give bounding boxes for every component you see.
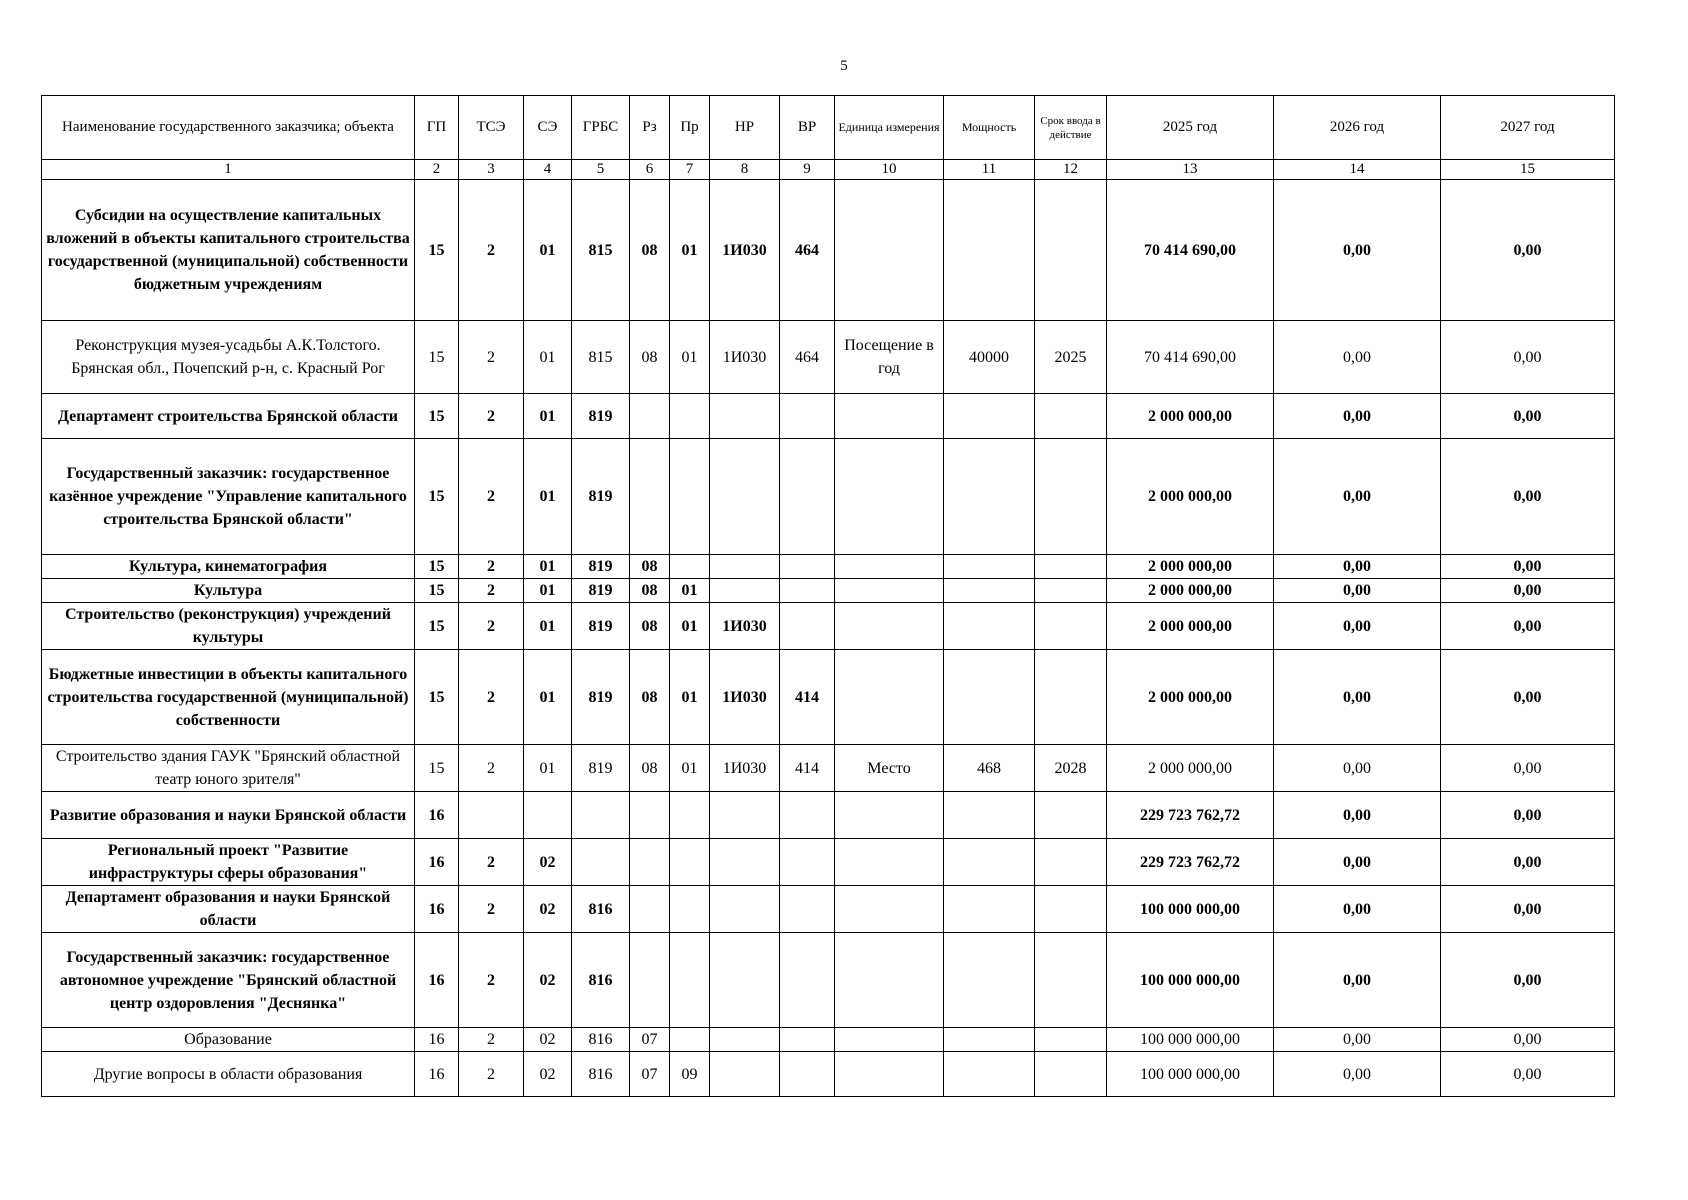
cell-name: Культура [42, 579, 415, 603]
cell-unit [835, 933, 944, 1028]
column-number: 13 [1107, 160, 1274, 180]
cell-2025: 70 414 690,00 [1107, 321, 1274, 394]
cell-rz: 08 [630, 650, 670, 745]
cell-tse: 2 [459, 1052, 524, 1097]
cell-gp: 15 [415, 745, 459, 792]
column-number: 7 [670, 160, 710, 180]
cell-nr [710, 933, 780, 1028]
table-row [42, 933, 1615, 1028]
cell-name: Региональный проект "Развитие инфраструктуры сферы образования" [42, 839, 415, 886]
cell-2026: 0,00 [1274, 603, 1441, 650]
header-nr: НР [710, 96, 780, 160]
column-number: 2 [415, 160, 459, 180]
cell-nr [710, 394, 780, 439]
cell-nr: 1И030 [710, 650, 780, 745]
cell-gp: 16 [415, 933, 459, 1028]
cell-2027: 0,00 [1441, 555, 1615, 579]
cell-term [1035, 886, 1107, 933]
cell-tse: 2 [459, 579, 524, 603]
cell-vr [780, 1028, 835, 1052]
cell-se: 01 [524, 745, 572, 792]
cell-vr [780, 579, 835, 603]
cell-rz [630, 839, 670, 886]
table-row [42, 603, 1615, 650]
cell-gp: 15 [415, 180, 459, 321]
cell-2026: 0,00 [1274, 579, 1441, 603]
cell-nr: 1И030 [710, 180, 780, 321]
cell-2026: 0,00 [1274, 555, 1441, 579]
header-grbs: ГРБС [572, 96, 630, 160]
cell-grbs: 819 [572, 439, 630, 555]
cell-2025: 100 000 000,00 [1107, 933, 1274, 1028]
cell-se [524, 792, 572, 839]
cell-pr [670, 886, 710, 933]
cell-vr [780, 933, 835, 1028]
cell-vr: 464 [780, 180, 835, 321]
cell-unit [835, 555, 944, 579]
cell-pr [670, 839, 710, 886]
cell-2026: 0,00 [1274, 839, 1441, 886]
cell-unit [835, 579, 944, 603]
cell-nr [710, 555, 780, 579]
cell-unit [835, 439, 944, 555]
cell-2025: 70 414 690,00 [1107, 180, 1274, 321]
cell-term [1035, 579, 1107, 603]
cell-capacity [944, 439, 1035, 555]
cell-term [1035, 1052, 1107, 1097]
cell-2026: 0,00 [1274, 321, 1441, 394]
cell-2025: 100 000 000,00 [1107, 1028, 1274, 1052]
cell-tse: 2 [459, 933, 524, 1028]
cell-2025: 229 723 762,72 [1107, 839, 1274, 886]
cell-unit [835, 886, 944, 933]
cell-unit [835, 650, 944, 745]
header-rz: Рз [630, 96, 670, 160]
cell-name: Департамент строительства Брянской области [42, 394, 415, 439]
cell-vr [780, 439, 835, 555]
table-row [42, 439, 1615, 555]
cell-capacity [944, 792, 1035, 839]
cell-tse: 2 [459, 439, 524, 555]
header-unit: Единица измерения [835, 96, 944, 160]
cell-vr [780, 603, 835, 650]
cell-2026: 0,00 [1274, 180, 1441, 321]
cell-2025: 100 000 000,00 [1107, 1052, 1274, 1097]
cell-2025: 2 000 000,00 [1107, 555, 1274, 579]
cell-rz: 08 [630, 180, 670, 321]
cell-se: 01 [524, 650, 572, 745]
cell-nr: 1И030 [710, 603, 780, 650]
header-se: СЭ [524, 96, 572, 160]
cell-pr: 01 [670, 321, 710, 394]
cell-rz [630, 792, 670, 839]
cell-name: Департамент образования и науки Брянской области [42, 886, 415, 933]
cell-pr: 01 [670, 745, 710, 792]
cell-pr: 01 [670, 579, 710, 603]
cell-term [1035, 933, 1107, 1028]
cell-se: 02 [524, 1028, 572, 1052]
cell-2025: 100 000 000,00 [1107, 886, 1274, 933]
cell-pr [670, 1028, 710, 1052]
cell-se: 02 [524, 886, 572, 933]
cell-se: 01 [524, 180, 572, 321]
table-row [42, 1028, 1615, 1052]
header-capacity: Мощность [944, 96, 1035, 160]
cell-tse: 2 [459, 394, 524, 439]
cell-nr: 1И030 [710, 321, 780, 394]
cell-rz [630, 933, 670, 1028]
cell-rz: 08 [630, 745, 670, 792]
cell-gp: 16 [415, 1028, 459, 1052]
cell-grbs: 819 [572, 394, 630, 439]
cell-rz [630, 394, 670, 439]
column-number: 8 [710, 160, 780, 180]
cell-nr: 1И030 [710, 745, 780, 792]
header-2027: 2027 год [1441, 96, 1615, 160]
cell-tse: 2 [459, 745, 524, 792]
header-row [42, 96, 1615, 160]
cell-rz [630, 886, 670, 933]
cell-2026: 0,00 [1274, 1028, 1441, 1052]
cell-capacity [944, 555, 1035, 579]
cell-capacity [944, 394, 1035, 439]
cell-tse [459, 792, 524, 839]
table-row [42, 1052, 1615, 1097]
header-pr: Пр [670, 96, 710, 160]
cell-2025: 2 000 000,00 [1107, 745, 1274, 792]
cell-vr: 414 [780, 745, 835, 792]
cell-grbs: 816 [572, 1028, 630, 1052]
cell-term [1035, 792, 1107, 839]
cell-2027: 0,00 [1441, 886, 1615, 933]
header-name: Наименование государственного заказчика; объекта [42, 96, 415, 160]
cell-unit: Посещение в год [835, 321, 944, 394]
cell-nr [710, 1052, 780, 1097]
cell-term [1035, 839, 1107, 886]
cell-2026: 0,00 [1274, 933, 1441, 1028]
cell-vr [780, 839, 835, 886]
column-number: 10 [835, 160, 944, 180]
cell-name: Государственный заказчик: государственное автономное учреждение "Брянский областной центр оздоровления "Деснянка" [42, 933, 415, 1028]
cell-name: Развитие образования и науки Брянской области [42, 792, 415, 839]
header-2025: 2025 год [1107, 96, 1274, 160]
cell-2026: 0,00 [1274, 1052, 1441, 1097]
cell-2026: 0,00 [1274, 650, 1441, 745]
cell-gp: 16 [415, 839, 459, 886]
cell-pr [670, 394, 710, 439]
cell-name: Реконструкция музея-усадьбы А.К.Толстого. Брянская обл., Почепский р-н, с. Красный Рог [42, 321, 415, 394]
column-number: 9 [780, 160, 835, 180]
cell-gp: 16 [415, 1052, 459, 1097]
cell-nr [710, 839, 780, 886]
cell-rz [630, 439, 670, 555]
cell-se: 02 [524, 1052, 572, 1097]
cell-capacity [944, 650, 1035, 745]
column-number: 6 [630, 160, 670, 180]
column-number: 15 [1441, 160, 1615, 180]
cell-rz: 08 [630, 555, 670, 579]
column-number: 14 [1274, 160, 1441, 180]
table-row [42, 650, 1615, 745]
table-row [42, 745, 1615, 792]
cell-rz: 08 [630, 321, 670, 394]
cell-2027: 0,00 [1441, 1028, 1615, 1052]
cell-2027: 0,00 [1441, 439, 1615, 555]
cell-capacity [944, 886, 1035, 933]
cell-2027: 0,00 [1441, 579, 1615, 603]
cell-grbs: 819 [572, 555, 630, 579]
cell-gp: 15 [415, 650, 459, 745]
budget-table [41, 95, 1615, 1097]
cell-capacity: 40000 [944, 321, 1035, 394]
cell-unit [835, 792, 944, 839]
cell-term [1035, 650, 1107, 745]
cell-capacity [944, 839, 1035, 886]
cell-vr [780, 886, 835, 933]
cell-pr: 09 [670, 1052, 710, 1097]
cell-nr [710, 886, 780, 933]
cell-capacity [944, 1052, 1035, 1097]
header-2026: 2026 год [1274, 96, 1441, 160]
cell-pr [670, 555, 710, 579]
column-number: 4 [524, 160, 572, 180]
cell-rz: 07 [630, 1052, 670, 1097]
cell-nr [710, 792, 780, 839]
cell-2026: 0,00 [1274, 394, 1441, 439]
cell-name: Другие вопросы в области образования [42, 1052, 415, 1097]
cell-2025: 2 000 000,00 [1107, 650, 1274, 745]
cell-grbs: 815 [572, 180, 630, 321]
cell-se: 01 [524, 321, 572, 394]
cell-tse: 2 [459, 180, 524, 321]
cell-term [1035, 439, 1107, 555]
header-vr: ВР [780, 96, 835, 160]
cell-2027: 0,00 [1441, 394, 1615, 439]
cell-vr [780, 792, 835, 839]
cell-unit [835, 603, 944, 650]
cell-gp: 15 [415, 555, 459, 579]
cell-grbs: 815 [572, 321, 630, 394]
table-row [42, 839, 1615, 886]
column-number: 11 [944, 160, 1035, 180]
cell-tse: 2 [459, 650, 524, 745]
cell-vr [780, 1052, 835, 1097]
cell-tse: 2 [459, 886, 524, 933]
cell-name: Субсидии на осуществление капитальных вложений в объекты капитального строительства государственной (муниципальной) собственности бюджетным учреждениям [42, 180, 415, 321]
cell-se: 01 [524, 439, 572, 555]
cell-capacity [944, 180, 1035, 321]
cell-tse: 2 [459, 321, 524, 394]
cell-capacity [944, 933, 1035, 1028]
cell-vr: 414 [780, 650, 835, 745]
cell-2025: 2 000 000,00 [1107, 603, 1274, 650]
cell-2027: 0,00 [1441, 792, 1615, 839]
cell-pr: 01 [670, 650, 710, 745]
table-row [42, 792, 1615, 839]
cell-2026: 0,00 [1274, 886, 1441, 933]
cell-2025: 2 000 000,00 [1107, 394, 1274, 439]
table-row [42, 579, 1615, 603]
cell-grbs: 816 [572, 886, 630, 933]
cell-capacity [944, 603, 1035, 650]
cell-2027: 0,00 [1441, 650, 1615, 745]
cell-nr [710, 439, 780, 555]
cell-2027: 0,00 [1441, 603, 1615, 650]
cell-unit [835, 1052, 944, 1097]
cell-grbs [572, 839, 630, 886]
table-row [42, 555, 1615, 579]
cell-term: 2025 [1035, 321, 1107, 394]
cell-name: Государственный заказчик: государственное казённое учреждение "Управление капитального строительства Брянской области" [42, 439, 415, 555]
cell-grbs: 819 [572, 745, 630, 792]
cell-grbs: 816 [572, 933, 630, 1028]
cell-pr [670, 933, 710, 1028]
column-number: 12 [1035, 160, 1107, 180]
cell-unit [835, 180, 944, 321]
cell-2027: 0,00 [1441, 745, 1615, 792]
cell-se: 01 [524, 603, 572, 650]
cell-term [1035, 603, 1107, 650]
cell-tse: 2 [459, 1028, 524, 1052]
cell-2026: 0,00 [1274, 439, 1441, 555]
cell-term [1035, 555, 1107, 579]
cell-2026: 0,00 [1274, 745, 1441, 792]
cell-grbs [572, 792, 630, 839]
cell-rz: 08 [630, 579, 670, 603]
cell-tse: 2 [459, 839, 524, 886]
cell-gp: 15 [415, 603, 459, 650]
cell-name: Образование [42, 1028, 415, 1052]
cell-vr [780, 394, 835, 439]
cell-unit [835, 394, 944, 439]
cell-vr [780, 555, 835, 579]
cell-name: Строительство (реконструкция) учреждений культуры [42, 603, 415, 650]
cell-pr [670, 439, 710, 555]
cell-term [1035, 394, 1107, 439]
table-row [42, 886, 1615, 933]
table-row [42, 180, 1615, 321]
cell-capacity [944, 1028, 1035, 1052]
column-number: 1 [42, 160, 415, 180]
cell-se: 01 [524, 555, 572, 579]
cell-grbs: 819 [572, 650, 630, 745]
cell-pr: 01 [670, 180, 710, 321]
cell-gp: 15 [415, 439, 459, 555]
cell-gp: 15 [415, 321, 459, 394]
cell-pr: 01 [670, 603, 710, 650]
cell-grbs: 819 [572, 603, 630, 650]
cell-se: 01 [524, 579, 572, 603]
cell-2027: 0,00 [1441, 933, 1615, 1028]
column-number: 5 [572, 160, 630, 180]
cell-gp: 16 [415, 886, 459, 933]
cell-2027: 0,00 [1441, 321, 1615, 394]
cell-rz: 08 [630, 603, 670, 650]
cell-grbs: 819 [572, 579, 630, 603]
table-row [42, 394, 1615, 439]
cell-capacity [944, 579, 1035, 603]
cell-term [1035, 1028, 1107, 1052]
cell-nr [710, 1028, 780, 1052]
cell-grbs: 816 [572, 1052, 630, 1097]
cell-name: Строительство здания ГАУК "Брянский областной театр юного зрителя" [42, 745, 415, 792]
cell-term [1035, 180, 1107, 321]
cell-se: 01 [524, 394, 572, 439]
cell-gp: 15 [415, 579, 459, 603]
cell-2025: 2 000 000,00 [1107, 439, 1274, 555]
cell-2027: 0,00 [1441, 839, 1615, 886]
cell-name: Бюджетные инвестиции в объекты капитального строительства государственной (муниципальной) собственности [42, 650, 415, 745]
table-row [42, 321, 1615, 394]
cell-gp: 15 [415, 394, 459, 439]
cell-se: 02 [524, 839, 572, 886]
cell-2027: 0,00 [1441, 180, 1615, 321]
column-number: 3 [459, 160, 524, 180]
cell-unit [835, 839, 944, 886]
cell-gp: 16 [415, 792, 459, 839]
cell-2025: 2 000 000,00 [1107, 579, 1274, 603]
cell-2026: 0,00 [1274, 792, 1441, 839]
cell-unit: Место [835, 745, 944, 792]
cell-rz: 07 [630, 1028, 670, 1052]
page-number: 5 [840, 58, 848, 74]
cell-2025: 229 723 762,72 [1107, 792, 1274, 839]
cell-nr [710, 579, 780, 603]
cell-name: Культура, кинематография [42, 555, 415, 579]
header-term: Срок ввода в действие [1035, 96, 1107, 160]
cell-vr: 464 [780, 321, 835, 394]
cell-pr [670, 792, 710, 839]
cell-term: 2028 [1035, 745, 1107, 792]
column-number-row [42, 160, 1615, 180]
cell-tse: 2 [459, 555, 524, 579]
cell-se: 02 [524, 933, 572, 1028]
cell-unit [835, 1028, 944, 1052]
cell-tse: 2 [459, 603, 524, 650]
cell-capacity: 468 [944, 745, 1035, 792]
header-gp: ГП [415, 96, 459, 160]
cell-2027: 0,00 [1441, 1052, 1615, 1097]
header-tse: ТСЭ [459, 96, 524, 160]
